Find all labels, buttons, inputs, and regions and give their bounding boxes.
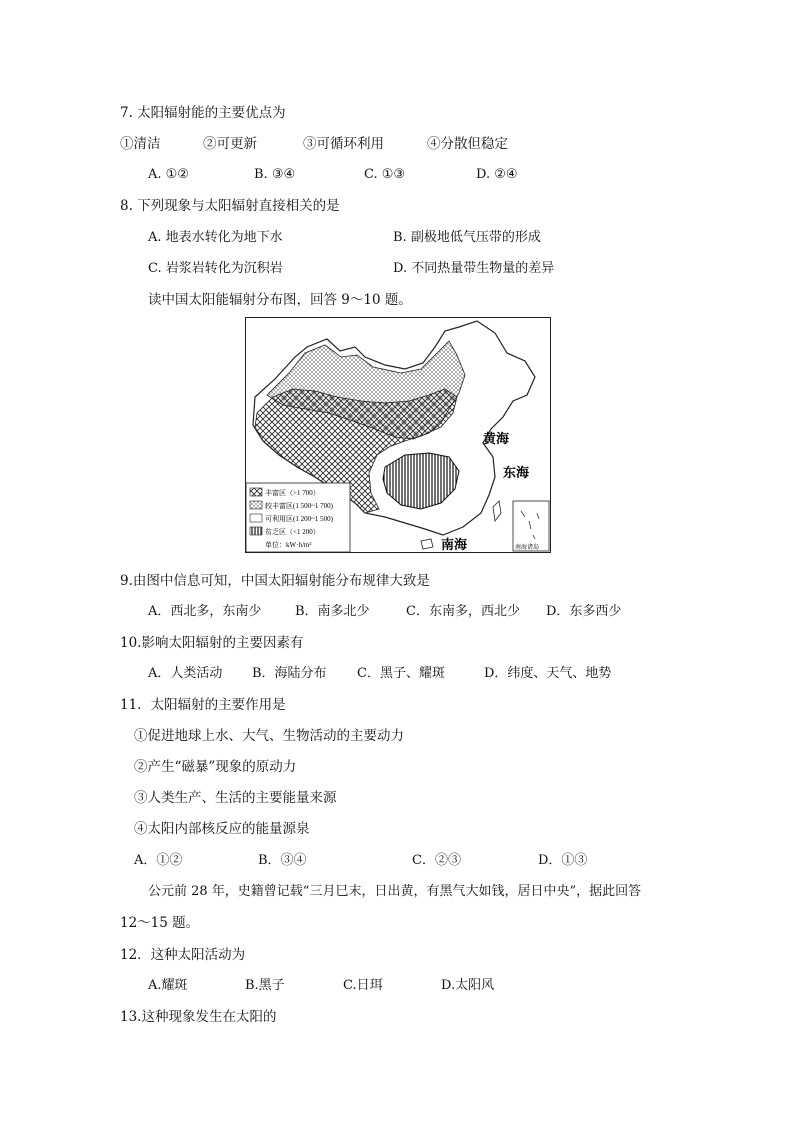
legend-relatively-rich: 较丰富区(1 500~1 700) xyxy=(265,502,333,510)
q7-item-3: ③可循环利用 xyxy=(303,136,384,152)
china-solar-radiation-map xyxy=(245,317,551,553)
q8-stem: 8. 下列现象与太阳辐射直接相关的是 xyxy=(120,198,340,214)
legend-poor: 贫乏区（<1 200） xyxy=(265,528,320,536)
q9-option-c: C．东南多，西北少 xyxy=(406,604,520,619)
q12-stem: 12．这种太阳活动为 xyxy=(120,947,246,963)
q12-option-d: D.太阳风 xyxy=(441,978,495,993)
east-sea-label: 东海 xyxy=(503,465,530,480)
q7-item-4: ④分散但稳定 xyxy=(427,136,508,152)
q11-item-1: ①促进地球上水、大气、生物活动的主要动力 xyxy=(134,728,404,744)
q12-option-c: C.日珥 xyxy=(343,978,383,993)
q10-stem: 10.影响太阳辐射的主要因素有 xyxy=(120,635,304,651)
q10-option-c: C．黑子、耀斑 xyxy=(357,666,445,681)
q9-stem: 9.由图中信息可知，中国太阳辐射能分布规律大致是 xyxy=(120,573,430,589)
q11-option-b: B．③④ xyxy=(258,853,307,868)
hainan-island xyxy=(421,539,433,549)
legend-rich: 丰富区（>1 700） xyxy=(265,489,320,497)
yellow-sea-label: 黄海 xyxy=(483,431,510,446)
q8-option-c: C. 岩浆岩转化为沉积岩 xyxy=(148,261,283,276)
q11-item-3: ③人类生产、生活的主要能量来源 xyxy=(134,790,337,806)
q12-option-a: A.耀斑 xyxy=(148,978,188,993)
q7-option-a: A. ①② xyxy=(148,167,189,182)
q8-option-b: B. 副极地低气压带的形成 xyxy=(393,230,541,245)
q8-option-d: D. 不同热量带生物量的差异 xyxy=(393,261,555,276)
q8-option-a: A. 地表水转化为地下水 xyxy=(148,230,283,245)
q7-option-b: B. ③④ xyxy=(254,167,296,182)
q11-option-d: D．①③ xyxy=(538,853,588,868)
intro-9-10: 读中国太阳能辐射分布图，回答 9～10 题。 xyxy=(148,292,412,308)
q11-item-4: ④太阳内部核反应的能量源泉 xyxy=(134,821,310,837)
south-sea-label: 南海 xyxy=(441,537,468,552)
q10-option-a: A．人类活动 xyxy=(148,666,223,681)
q9-option-d: D．东多西少 xyxy=(546,604,622,619)
q11-option-c: C．②③ xyxy=(412,853,461,868)
q10-option-b: B．海陆分布 xyxy=(252,666,327,681)
q12-option-b: B.黑子 xyxy=(245,978,285,993)
q9-option-a: A．西北多，东南少 xyxy=(148,604,262,619)
q13-stem: 13.这种现象发生在太阳的 xyxy=(120,1009,277,1025)
intro-12-15-line2: 12～15 题。 xyxy=(120,915,200,931)
q7-option-d: D. ②④ xyxy=(476,167,518,182)
south-china-sea-inset xyxy=(513,501,549,551)
q11-stem: 11．太阳辐射的主要作用是 xyxy=(120,697,286,713)
q11-item-2: ②产生“磁暴”现象的原动力 xyxy=(134,759,297,775)
q9-option-b: B．南多北少 xyxy=(295,604,370,619)
q10-option-d: D．纬度、天气、地势 xyxy=(484,666,612,681)
q7-item-1: ①清洁 xyxy=(120,136,161,152)
q11-option-a: A．①② xyxy=(134,853,183,868)
q7-item-2: ②可更新 xyxy=(203,136,257,152)
q7-option-c: C. ①③ xyxy=(364,167,406,182)
legend-usable: 可利用区(1 200~1 500) xyxy=(265,515,333,523)
intro-12-15-line1: 公元前 28 年，史籍曾记载“三月巳末，日出黄，有黑气大如钱，居日中央”，据此回答 xyxy=(148,884,642,899)
q7-stem: 7. 太阳辐射能的主要优点为 xyxy=(120,105,286,121)
inset-label: 南海诸岛 xyxy=(515,545,540,551)
legend-unit: 单位：kW·h/m² xyxy=(265,541,312,549)
